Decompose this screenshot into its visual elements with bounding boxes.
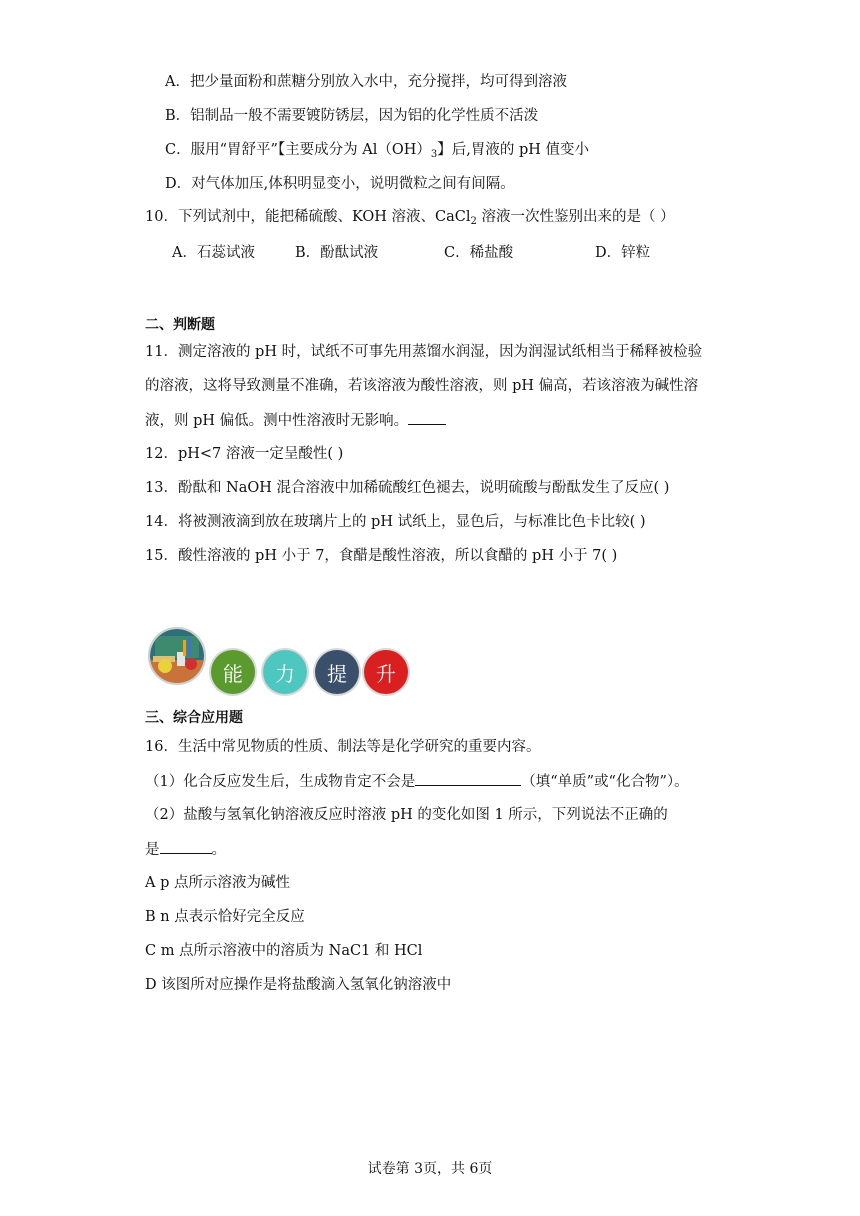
q9-option-a: A．把少量面粉和蔗糖分别放入水中，充分搅拌，均可得到溶液: [165, 74, 567, 90]
q16-choice-a: A p 点所示溶液为碱性: [145, 875, 290, 891]
q16-part-2-blank[interactable]: [160, 839, 212, 854]
q11-answer-blank[interactable]: [408, 410, 446, 425]
q10-stem-text: 10．下列试剂中，能把稀硫酸、KOH 溶液、CaCl: [145, 209, 471, 225]
banner-char-li: 力: [263, 650, 307, 694]
q16-choice-d: D 该图所对应操作是将盐酸滴入氢氧化钠溶液中: [145, 977, 452, 993]
q14: 14．将被测液滴到放在玻璃片上的 pH 试纸上，显色后，与标准比色卡比较( ): [145, 514, 646, 530]
q9-option-c-text-end: 】后,胃液的 pH 值变小: [437, 142, 590, 158]
q13: 13．酚酞和 NaOH 混合溶液中加稀硫酸红色褪去，说明硫酸与酚酞发生了反应( ): [145, 480, 670, 496]
q10-option-c: C．稀盐酸: [444, 245, 514, 261]
q11-line-3-text: 液，则 pH 偏低。测中性溶液时无影响。: [145, 413, 409, 429]
section-2-title: 二、判断题: [145, 317, 215, 333]
q9-option-b: B．铝制品一般不需要镀防锈层，因为铝的化学性质不活泼: [165, 108, 539, 124]
q16-stem: 16．生活中常见物质的性质、制法等是化学研究的重要内容。: [145, 739, 541, 755]
q9-option-c: [165, 140, 589, 165]
q10-stem: [145, 207, 675, 232]
page-footer: 试卷第 3页，共 6页: [367, 1161, 493, 1177]
q9-option-d: D．对气体加压,体积明显变小，说明微粒之间有间隔。: [165, 176, 515, 192]
q9-option-c-subscript: 3: [430, 149, 438, 160]
q11-line-2: 的溶液，这将导致测量不准确，若该溶液为酸性溶液，则 pH 偏高，若该溶液为碱性溶: [145, 378, 699, 394]
q10-stem-text-end: 溶液一次性鉴别出来的是（ ）: [476, 209, 675, 225]
q16-part-2-text: 是: [145, 842, 160, 858]
q15: 15．酸性溶液的 pH 小于 7，食醋是酸性溶液，所以食醋的 pH 小于 7( ): [145, 548, 618, 564]
q10-option-b: B．酚酞试液: [295, 245, 379, 261]
q16-part-1: [145, 771, 689, 792]
q16-part-2-line-1: （2）盐酸与氢氧化钠溶液反应时溶液 pH 的变化如图 1 所示，下列说法不正确的: [145, 807, 668, 823]
q10-option-a: A．石蕊试液: [172, 245, 255, 261]
banner-char-neng: 能: [211, 650, 255, 694]
q10-option-d: D．锌粒: [595, 245, 651, 261]
q9-option-c-text: C．服用“胃舒平”【主要成分为 Al（OH）: [165, 142, 431, 158]
q16-part-2-line-2: [145, 839, 226, 860]
q16-part-1-blank[interactable]: [415, 771, 521, 786]
q11-line-3: [145, 410, 446, 431]
classroom-badge-icon: [147, 626, 207, 686]
q12: 12．pH<7 溶液一定呈酸性( ): [145, 446, 344, 462]
section-3-title: 三、综合应用题: [145, 710, 243, 726]
q10-stem-subscript: 2: [470, 216, 477, 227]
banner-char-sheng: 升: [364, 650, 408, 694]
q16-part-1-text-end: （填“单质”或“化合物”）。: [521, 774, 689, 790]
banner-char-ti: 提: [315, 650, 359, 694]
q16-choice-c: C m 点所示溶液中的溶质为 NaC1 和 HCl: [145, 943, 423, 959]
q11-line-1: 11．测定溶液的 pH 时，试纸不可事先用蒸馏水润湿，因为润湿试纸相当于稀释被检验: [145, 344, 703, 360]
q16-part-1-text: （1）化合反应发生后，生成物肯定不会是: [145, 774, 416, 790]
q16-choice-b: B n 点表示恰好完全反应: [145, 909, 305, 925]
q16-part-2-text-end: 。: [211, 842, 226, 858]
